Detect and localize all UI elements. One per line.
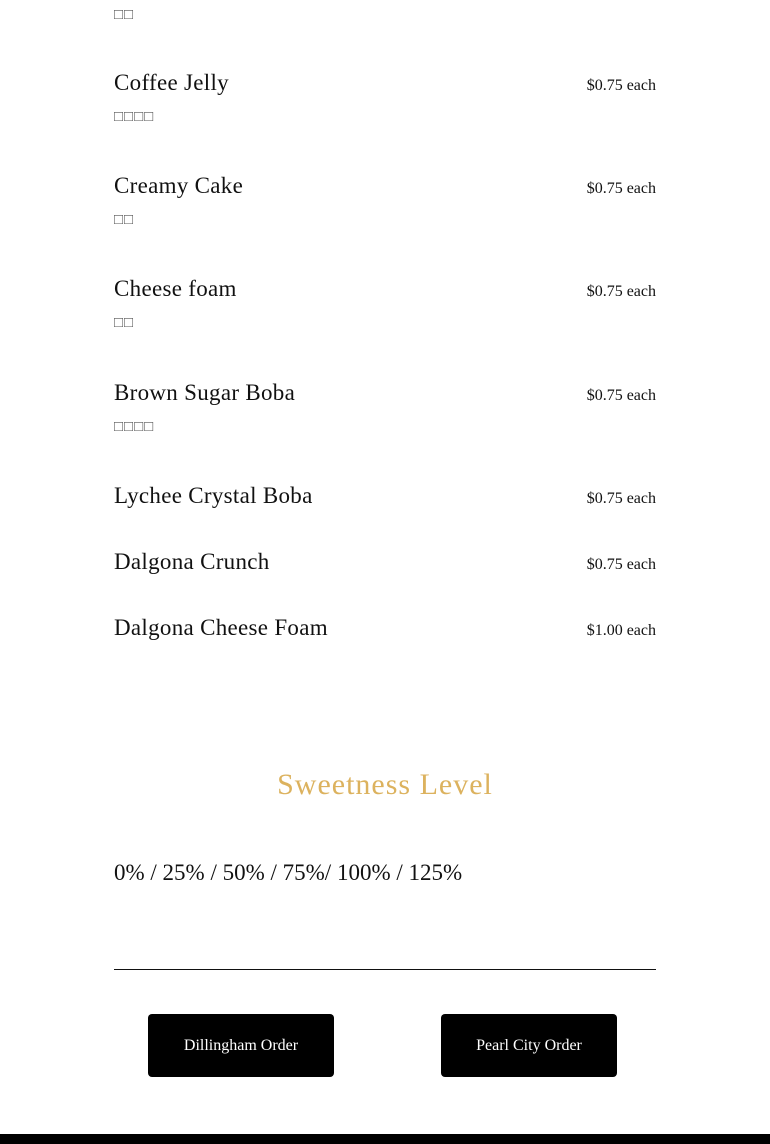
item-name: Coffee Jelly xyxy=(114,70,229,95)
item-name: Brown Sugar Boba xyxy=(114,380,296,405)
divider xyxy=(114,969,656,970)
menu-item-lychee-crystal-boba xyxy=(114,483,656,509)
item-subtitle: □□□□ xyxy=(114,109,155,125)
item-subtitle: □□□□ xyxy=(114,419,155,435)
item-price: $0.75 each xyxy=(586,387,656,404)
item-name: Dalgona Crunch xyxy=(114,549,270,574)
item-subtitle: □□ xyxy=(114,7,135,23)
menu-item-dalgona-crunch xyxy=(114,549,656,575)
menu-item-creamy-cake xyxy=(114,173,656,229)
item-price: $1.00 each xyxy=(586,622,656,639)
menu-item-cheese-foam xyxy=(114,276,656,332)
item-name: Lychee Crystal Boba xyxy=(114,483,313,508)
item-name: Cheese foam xyxy=(114,276,237,301)
item-price: $0.75 each xyxy=(586,180,656,197)
item-price: $0.75 each xyxy=(586,77,656,94)
menu-item-brown-sugar-boba xyxy=(114,380,656,436)
dillingham-order-button[interactable]: Dillingham Order xyxy=(148,1014,334,1077)
item-price: $0.75 each xyxy=(586,283,656,300)
footer-bar xyxy=(0,1134,770,1144)
item-price: $0.75 each xyxy=(586,556,656,573)
item-subtitle: □□ xyxy=(114,315,135,331)
item-price: $0.75 each xyxy=(586,490,656,507)
menu-item-dalgona-cheese-foam xyxy=(114,615,656,641)
pearl-city-order-button[interactable]: Pearl City Order xyxy=(441,1014,617,1077)
menu-item-coffee-jelly xyxy=(114,70,656,126)
item-name: Dalgona Cheese Foam xyxy=(114,615,328,640)
item-name: Creamy Cake xyxy=(114,173,244,198)
item-subtitle: □□ xyxy=(114,212,135,228)
sweetness-level-heading: Sweetness Level xyxy=(277,768,493,801)
sweetness-levels-text: 0% / 25% / 50% / 75%/ 100% / 125% xyxy=(114,860,463,885)
